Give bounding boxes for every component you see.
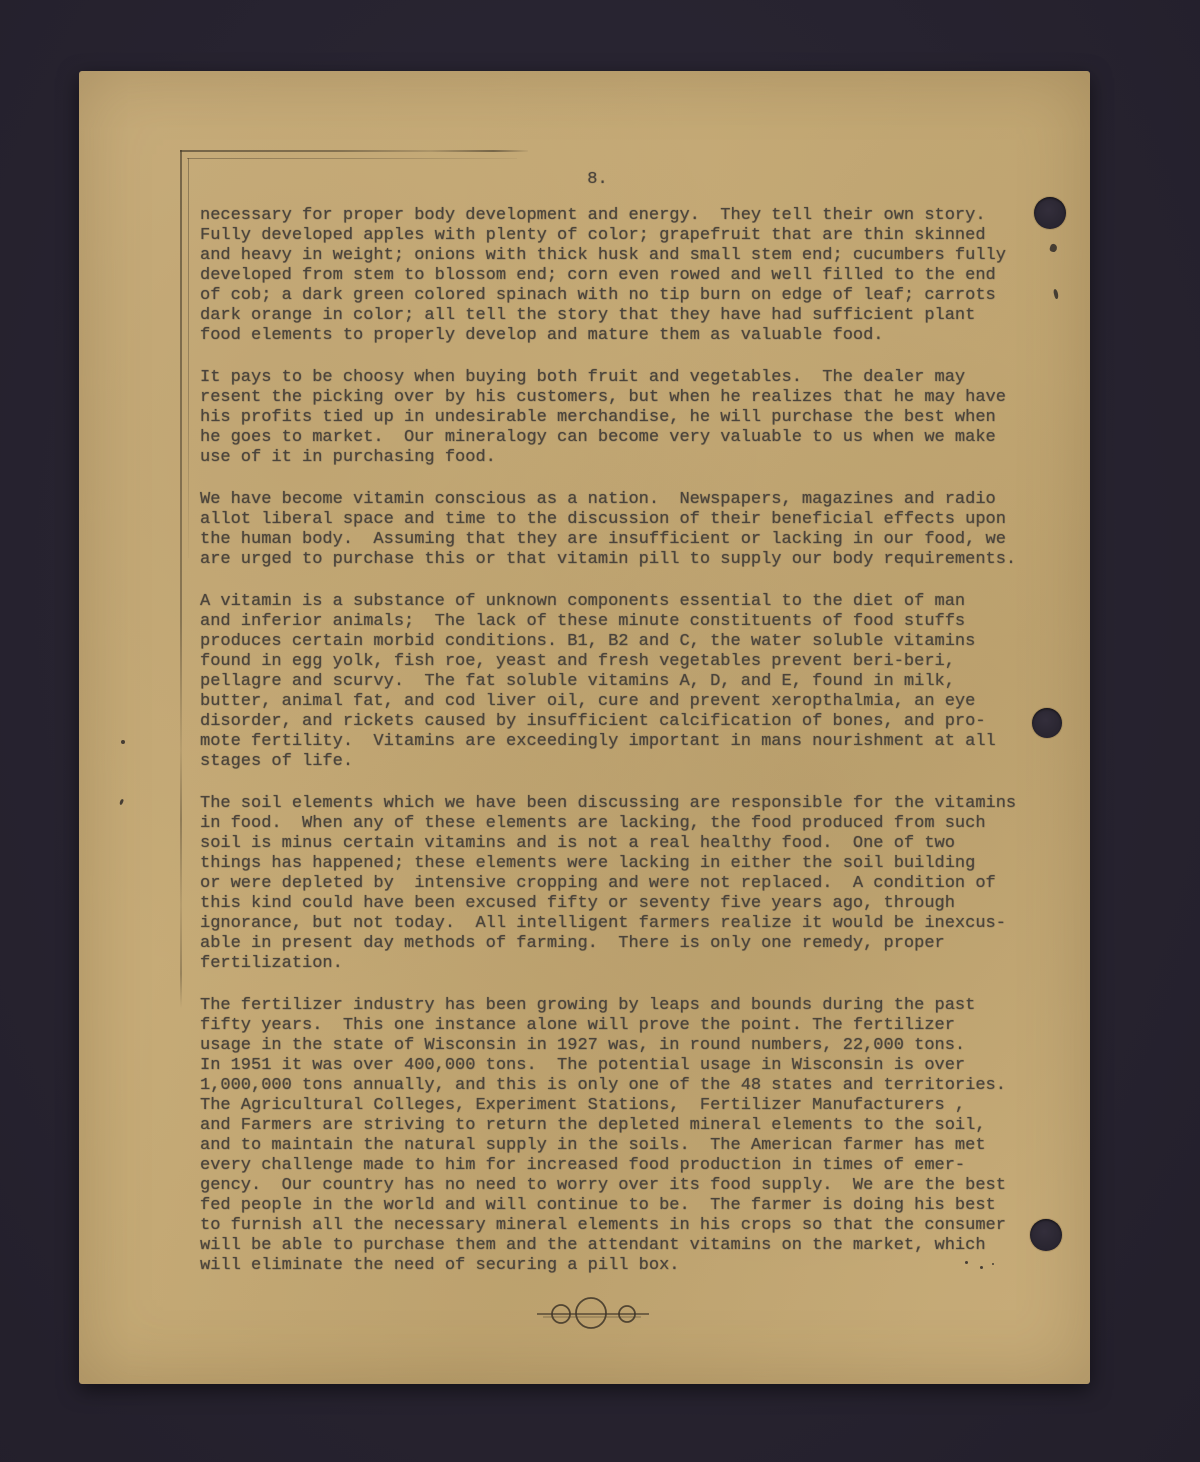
ink-speck xyxy=(965,1261,968,1264)
text-line: in food. When any of these elements are lacking, the food produced from such xyxy=(200,814,986,833)
text-line: this kind could have been excused fifty or seventy five years ago, through xyxy=(200,894,955,913)
paragraph-2 xyxy=(200,368,1030,468)
text-line: allot liberal space and time to the discussion of their beneficial effects upon xyxy=(200,510,1006,529)
text-line: dark orange in color; all tell the story that they have had sufficient plant xyxy=(200,306,976,325)
text-line: pellagre and scurvy. The fat soluble vitamins A, D, and E, found in milk, xyxy=(200,672,955,691)
text-line: will be able to purchase them and the attendant vitamins on the market, which xyxy=(200,1236,986,1255)
text-line: usage in the state of Wisconsin in 1927 was, in round numbers, 22,000 tons. xyxy=(200,1036,966,1055)
text-line: to furnish all the necessary mineral elements in his crops so that the consumer xyxy=(200,1216,1006,1235)
text-line: The Agricultural Colleges, Experiment Stations, Fertilizer Manufacturers , xyxy=(200,1096,966,1115)
text-line: produces certain morbid conditions. B1, B2 and C, the water soluble vitamins xyxy=(200,632,976,651)
ghost-border-left-line-inner xyxy=(188,158,189,558)
text-line: 1,000,000 tons annually, and this is only one of the 48 states and territories. xyxy=(200,1076,1006,1095)
text-line: things has happened; these elements were lacking in either the soil building xyxy=(200,854,976,873)
text-line: use of it in purchasing food. xyxy=(200,448,496,467)
paragraph-4 xyxy=(200,592,1030,772)
paragraph-6 xyxy=(200,996,1030,1276)
text-line: The soil elements which we have been discussing are responsible for the vitamins xyxy=(200,794,1017,813)
punch-hole-middle xyxy=(1032,708,1062,738)
text-line: able in present day methods of farming. There is only one remedy, proper xyxy=(200,934,945,953)
text-line: are urged to purchase this or that vitamin pill to supply our body requirements. xyxy=(200,550,1017,569)
ink-speck xyxy=(119,799,124,806)
text-line: his profits tied up in undesirable merchandise, he will purchase the best when xyxy=(200,408,996,427)
text-line: fifty years. This one instance alone will prove the point. The fertilizer xyxy=(200,1016,955,1035)
page-number: 8. xyxy=(587,170,608,189)
text-line: the human body. Assuming that they are insufficient or lacking in our food, we xyxy=(200,530,1006,549)
text-line: fed people in the world and will continue to be. The farmer is doing his best xyxy=(200,1196,996,1215)
text-line: gency. Our country has no need to worry over its food supply. We are the best xyxy=(200,1176,1006,1195)
paragraph-3 xyxy=(200,490,1030,570)
text-line: found in egg yolk, fish roe, yeast and fresh vegetables prevent beri-beri, xyxy=(200,652,955,671)
text-block xyxy=(200,206,1030,1298)
text-line: and heavy in weight; onions with thick husk and small stem end; cucumbers fully xyxy=(200,246,1006,265)
text-line: and Farmers are striving to return the depleted mineral elements to the soil, xyxy=(200,1116,986,1135)
text-line: disorder, and rickets caused by insufficient calcification of bones, and pro- xyxy=(200,712,986,731)
text-line: stages of life. xyxy=(200,752,354,771)
paragraph-5 xyxy=(200,794,1030,974)
text-line: or were depleted by intensive cropping and were not replaced. A condition of xyxy=(200,874,996,893)
text-line: ignorance, but not today. All intelligent farmers realize it would be inexcus- xyxy=(200,914,1006,933)
text-line: and inferior animals; The lack of these minute constituents of food stuffs xyxy=(200,612,966,631)
text-line: It pays to be choosy when buying both fruit and vegetables. The dealer may xyxy=(200,368,966,387)
punch-hole-top xyxy=(1034,197,1066,229)
text-line: We have become vitamin conscious as a nation. Newspapers, magazines and radio xyxy=(200,490,996,509)
text-line: mote fertility. Vitamins are exceedingly important in mans nourishment at all xyxy=(200,732,996,751)
divider-ornament-icon xyxy=(529,1293,669,1333)
text-line: A vitamin is a substance of unknown components essential to the diet of man xyxy=(200,592,966,611)
text-line: food elements to properly develop and mature them as valuable food. xyxy=(200,326,884,345)
ghost-border-left-line xyxy=(180,150,182,1008)
document-page xyxy=(79,71,1090,1384)
text-line: soil is minus certain vitamins and is not a real healthy food. One of two xyxy=(200,834,955,853)
text-line: fertilization. xyxy=(200,954,343,973)
text-line: and to maintain the natural supply in the soils. The American farmer has met xyxy=(200,1136,986,1155)
ink-speck xyxy=(992,1263,994,1265)
ink-speck xyxy=(980,1266,983,1269)
text-line: resent the picking over by his customers, but when he realizes that he may have xyxy=(200,388,1006,407)
text-line: Fully developed apples with plenty of color; grapefruit that are thin skinned xyxy=(200,226,986,245)
text-line: he goes to market. Our mineralogy can become very valuable to us when we make xyxy=(200,428,996,447)
text-line: In 1951 it was over 400,000 tons. The potential usage in Wisconsin is over xyxy=(200,1056,966,1075)
ink-speck xyxy=(121,740,125,744)
ghost-border-top-line xyxy=(180,150,528,152)
text-line: of cob; a dark green colored spinach with no tip burn on edge of leaf; carrots xyxy=(200,286,996,305)
ink-speck xyxy=(1053,289,1059,300)
text-line: developed from stem to blossom end; corn even rowed and well filled to the end xyxy=(200,266,996,285)
ghost-border-top-line-inner xyxy=(187,158,517,159)
text-line: butter, animal fat, and cod liver oil, cure and prevent xeropthalmia, an eye xyxy=(200,692,976,711)
text-line: will eliminate the need of securing a pill box. xyxy=(200,1256,680,1275)
text-line: The fertilizer industry has been growing by leaps and bounds during the past xyxy=(200,996,976,1015)
punch-hole-bottom xyxy=(1030,1219,1062,1251)
text-line: every challenge made to him for increased food production in times of emer- xyxy=(200,1156,966,1175)
ink-speck xyxy=(1049,243,1058,253)
text-line: necessary for proper body development and energy. They tell their own story. xyxy=(200,206,986,225)
paragraph-1 xyxy=(200,206,1030,346)
